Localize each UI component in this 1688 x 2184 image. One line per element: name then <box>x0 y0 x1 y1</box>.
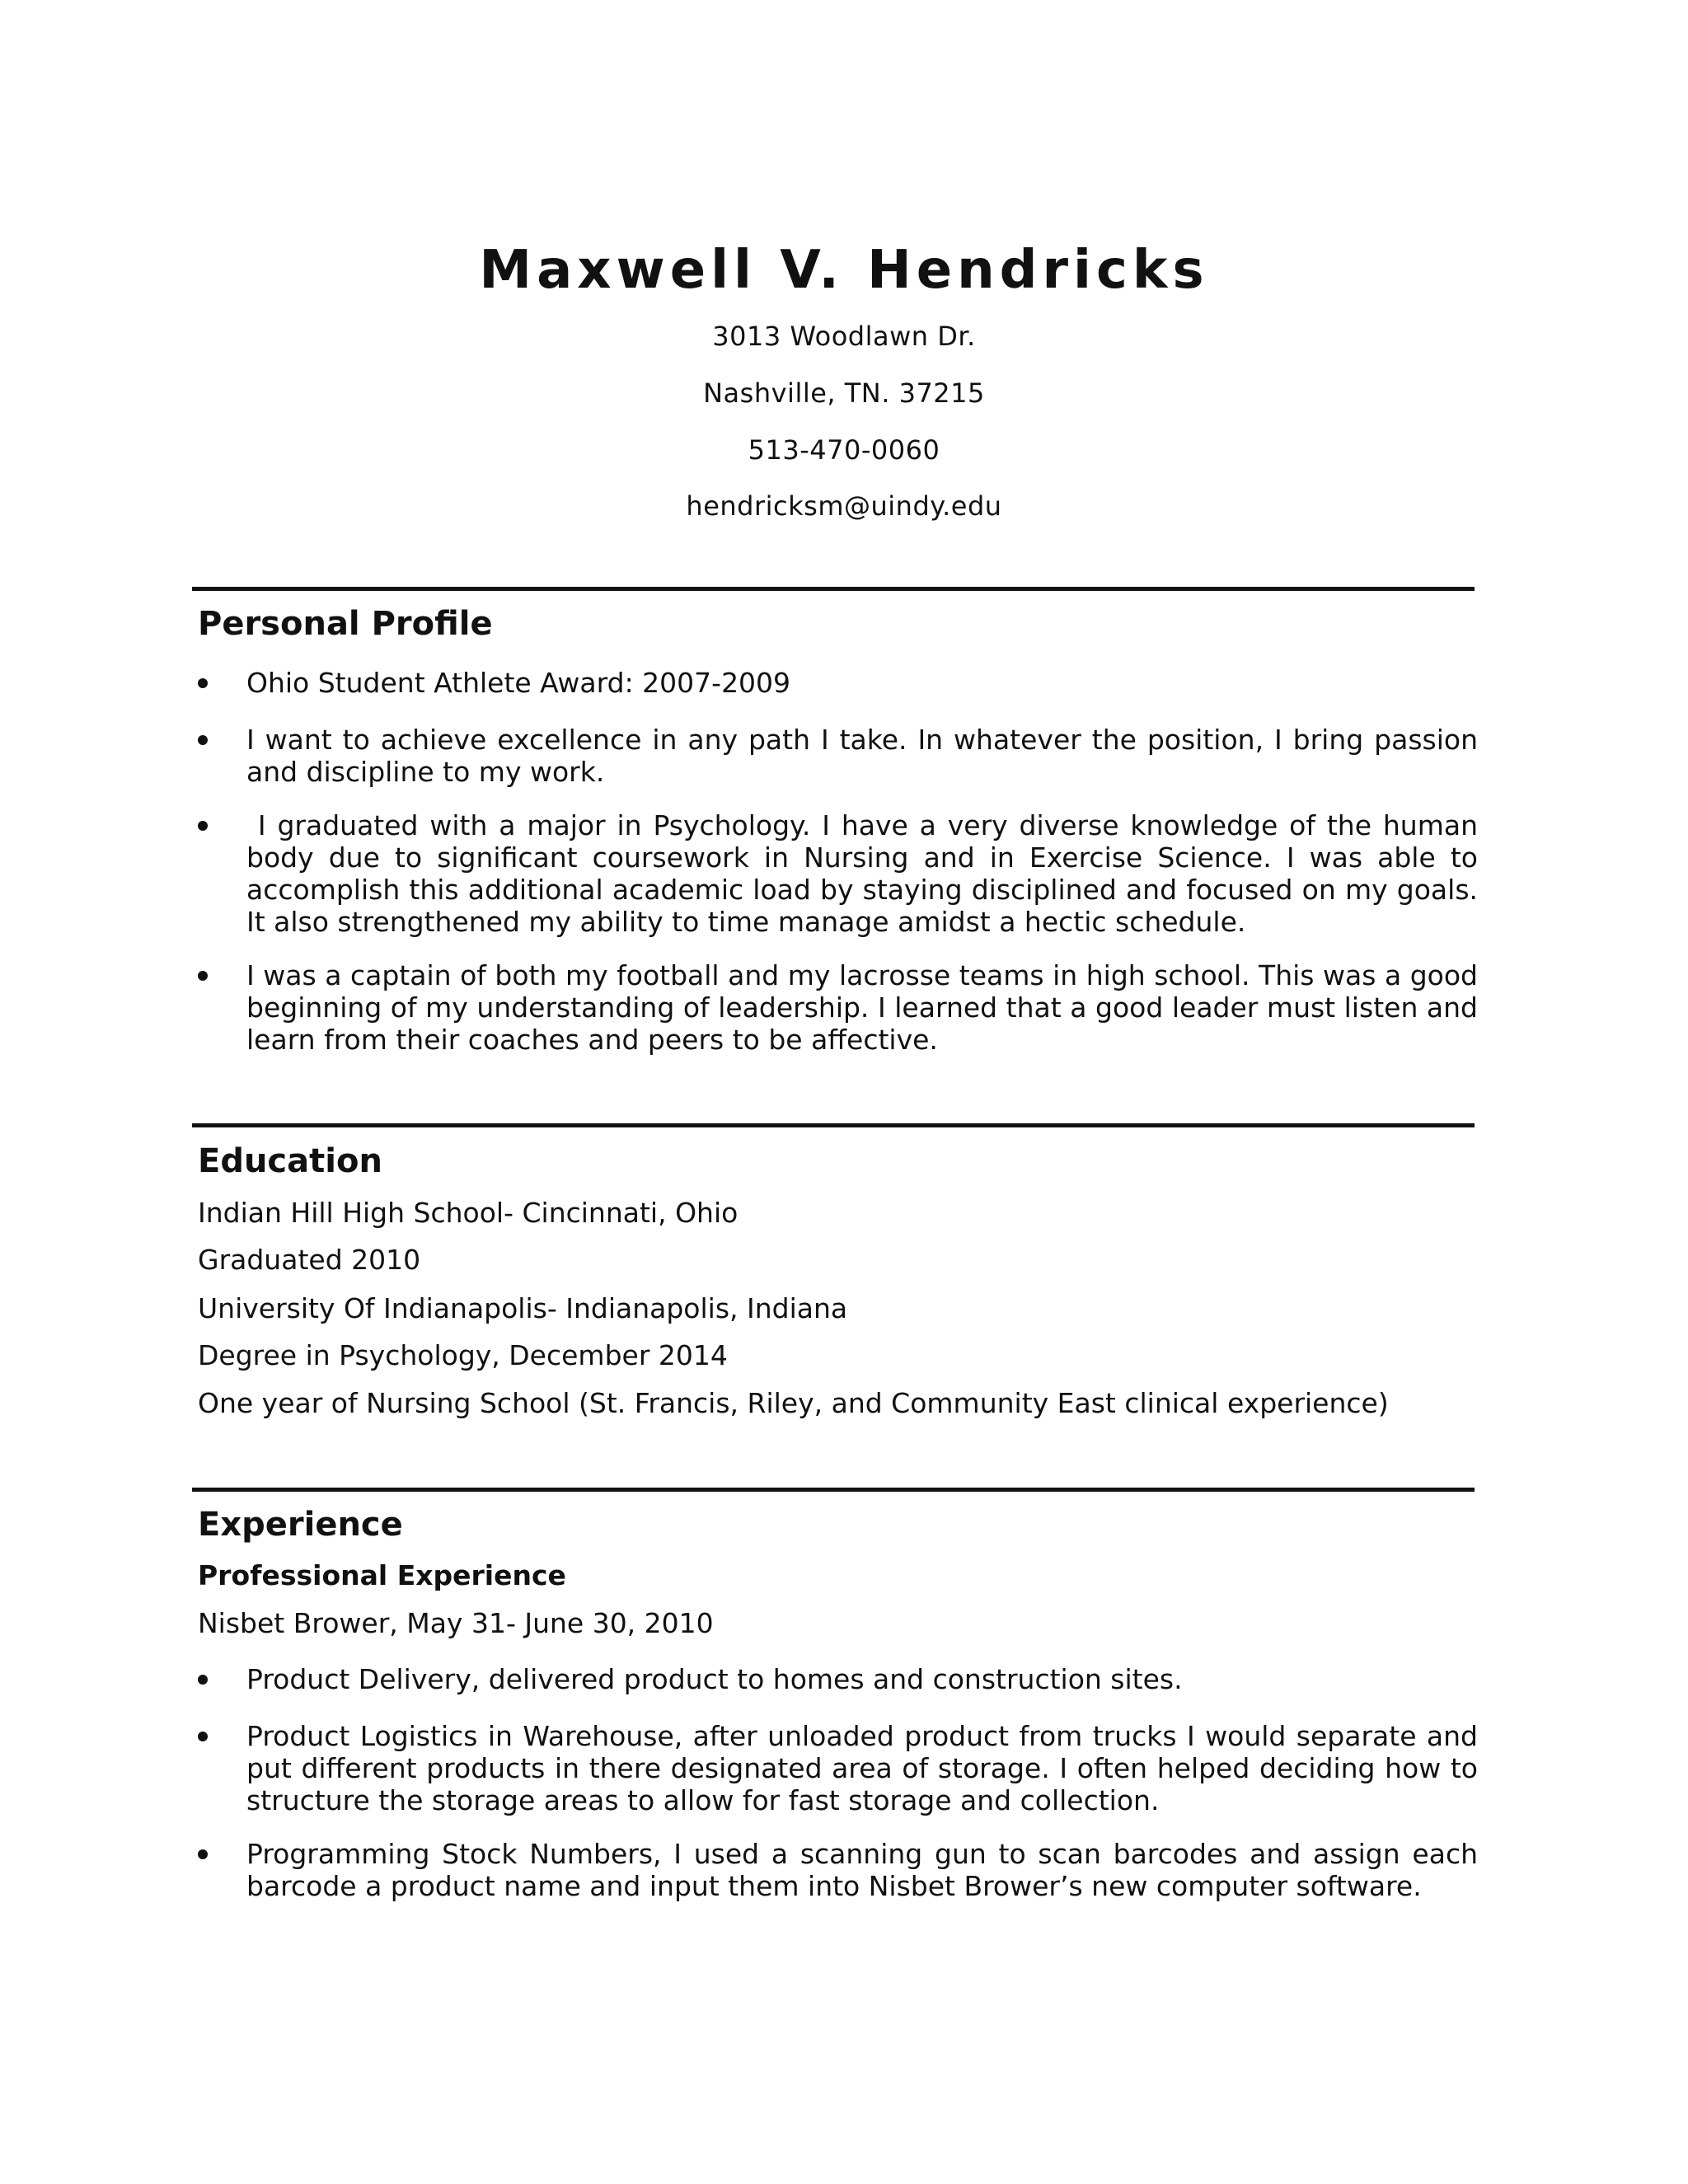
bullet-icon <box>198 678 208 688</box>
profile-item <box>192 809 1487 938</box>
address-line-2: Nashville, TN. 37215 <box>703 377 985 409</box>
education-line: Degree in Psychology, December 2014 <box>198 1339 728 1371</box>
bullet-icon <box>198 821 208 831</box>
experience-item-text: Product Delivery, delivered product to homes and construction sites. <box>246 1663 1183 1695</box>
profile-item-text: Ohio Student Athlete Award: 2007-2009 <box>246 667 791 699</box>
profile-item-text: I was a captain of both my football and my lacrosse teams in high school. This was a good beginning of my understanding of leadership. I learned that a good leader must listen and learn from their coaches and peers to be affective. <box>246 959 1478 1056</box>
phone-number: 513-470-0060 <box>748 434 940 466</box>
bullet-icon <box>198 971 208 981</box>
profile-item-text: I graduated with a major in Psychology. I have a very diverse knowledge of the human body due to significant coursework in Nursing and in Exercise Science. I was able to accomplish this additional academic load by staying disciplined and focused on my goals. It also strengthened my ability to time manage amidst a hectic schedule. <box>246 809 1487 938</box>
experience-item <box>192 1663 1478 1695</box>
section-title-experience: Experience <box>198 1506 403 1544</box>
experience-subheading: Professional Experience <box>198 1559 566 1591</box>
section-divider <box>192 1123 1475 1127</box>
profile-item <box>192 724 1478 788</box>
profile-list <box>192 667 1487 1056</box>
education-line: Graduated 2010 <box>198 1244 421 1276</box>
section-title-education: Education <box>198 1142 382 1180</box>
candidate-name: Maxwell V. Hendricks <box>479 240 1209 301</box>
bullet-icon <box>198 1849 208 1859</box>
profile-item-text: I want to achieve excellence in any path I take. In whatever the position, I bring passion and discipline to my work. <box>246 724 1478 788</box>
section-divider <box>192 587 1475 591</box>
employer-line: Nisbet Brower, May 31- June 30, 2010 <box>198 1607 714 1639</box>
experience-item-text: Programming Stock Numbers, I used a scanning gun to scan barcodes and assign each barcode a product name and input them into Nisbet Brower’s new computer software. <box>246 1838 1478 1902</box>
experience-item <box>192 1838 1478 1902</box>
profile-item <box>192 959 1478 1056</box>
email-address: hendricksm@uindy.edu <box>686 490 1002 522</box>
address-line-1: 3013 Woodlawn Dr. <box>712 321 976 352</box>
experience-list <box>192 1663 1478 1902</box>
bullet-icon <box>198 1675 208 1685</box>
experience-item <box>192 1720 1478 1816</box>
bullet-icon <box>198 1732 208 1741</box>
education-line: Indian Hill High School- Cincinnati, Ohio <box>198 1197 738 1229</box>
experience-item-text: Product Logistics in Warehouse, after unloaded product from trucks I would separate and put different products in there designated area of storage. I often helped deciding how to structure the storage areas to allow for fast storage and collection. <box>246 1720 1478 1816</box>
education-line: One year of Nursing School (St. Francis, Riley, and Community East clinical experience) <box>198 1387 1389 1419</box>
profile-item <box>192 667 1478 699</box>
education-line: University Of Indianapolis- Indianapolis, Indiana <box>198 1292 848 1324</box>
bullet-icon <box>198 735 208 745</box>
section-divider <box>192 1488 1475 1492</box>
section-title-profile: Personal Profile <box>198 605 493 643</box>
